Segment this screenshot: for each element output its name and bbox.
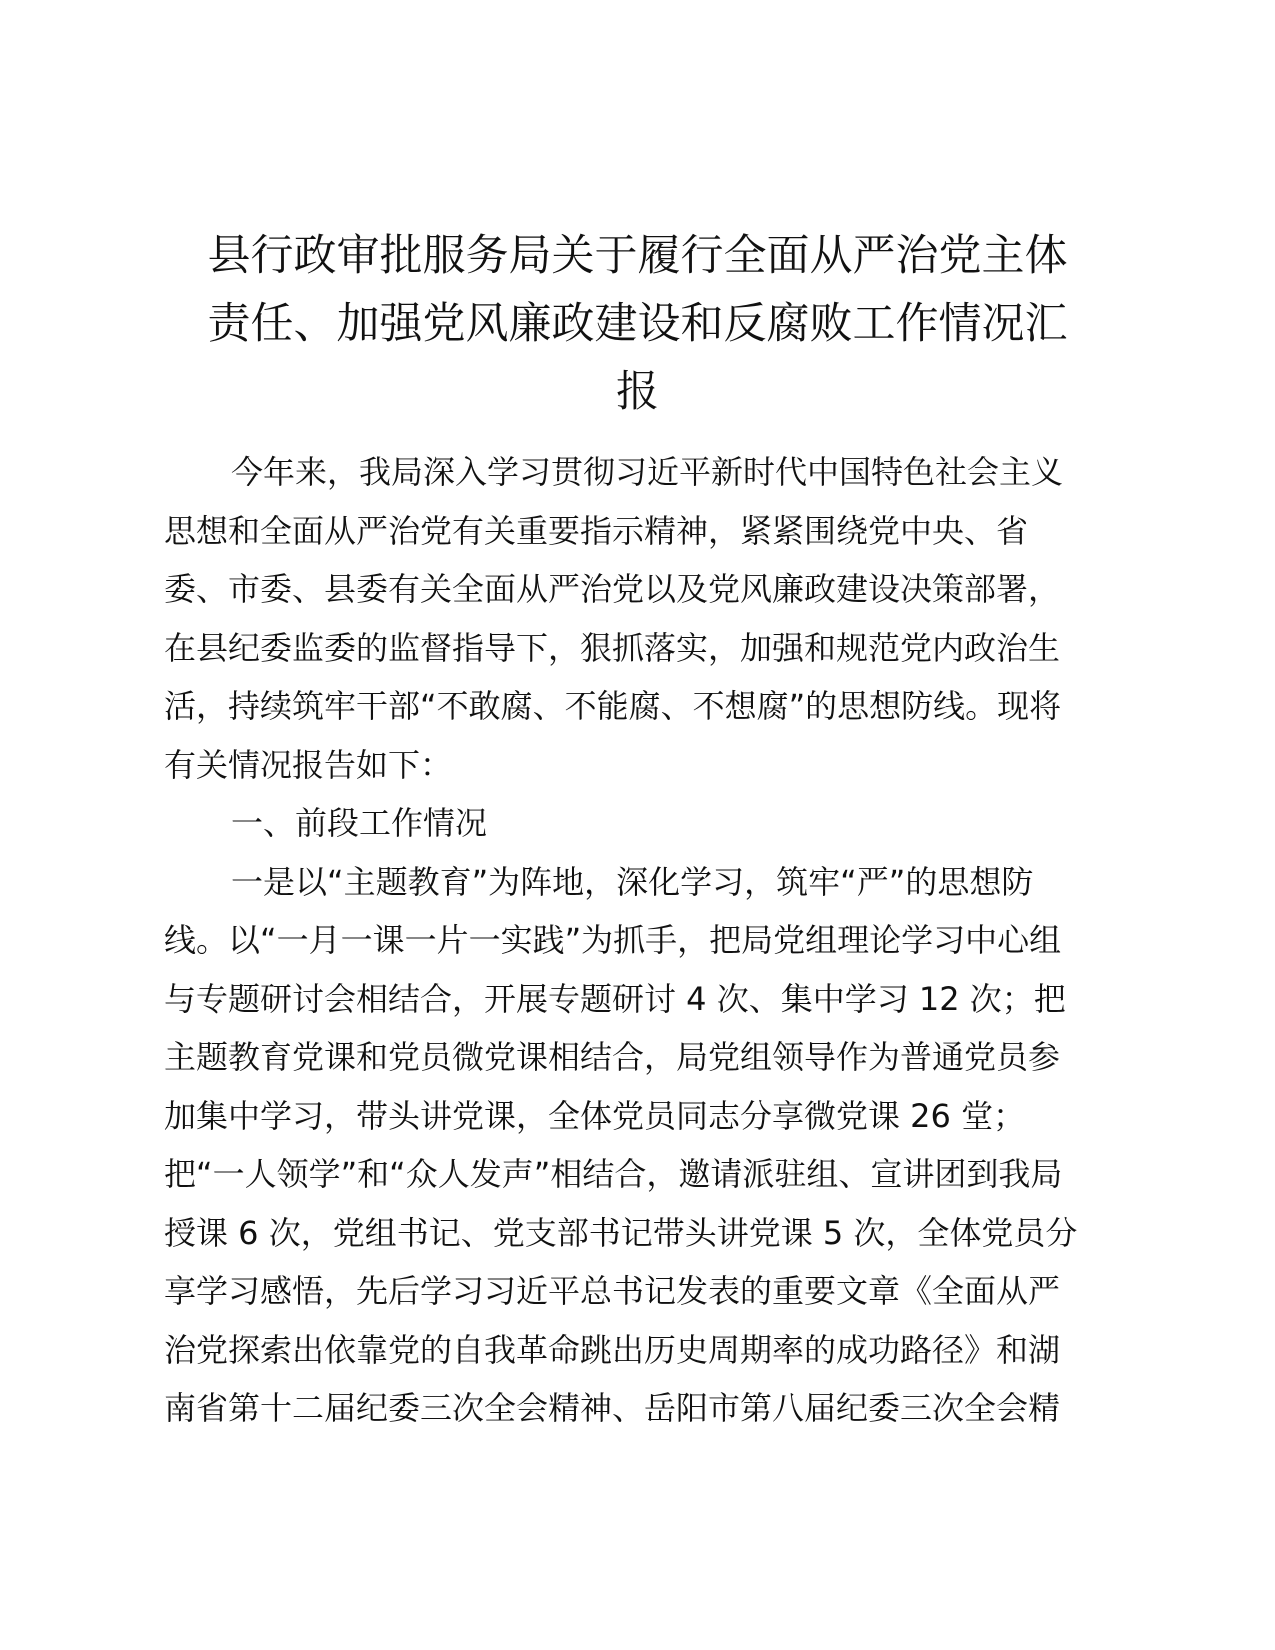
intro-paragraph-line: 思想和全面从严治党有关重要指示精神，紧紧围绕党中央、省 [164,511,1029,550]
section-paragraph-line: 主题教育党课和党员微党课相结合，局党组领导作为普通党员参 [164,1038,1061,1076]
section-paragraph-line: 南省第十二届纪委三次全会精神、岳阳市第八届纪委三次全会精 [164,1389,1061,1427]
intro-paragraph-line: 有关情况报告如下： [164,745,453,784]
title-line-3: 报 [616,367,659,417]
section-paragraph-line: 授课 6 次，党组书记、党支部书记带头讲党课 5 次，全体党员分 [164,1213,1078,1252]
section-paragraph-line: 加集中学习，带头讲党课，全体党员同志分享微党课 26 堂； [164,1096,1026,1135]
title-line-1: 县行政审批服务局关于履行全面从严治党主体 [207,231,1068,281]
section-paragraph-line: 线。以“一月一课一片一实践”为抓手，把局党组理论学习中心组 [164,921,1062,959]
title-line-2: 责任、加强党风廉政建设和反腐败工作情况汇 [207,299,1068,349]
intro-paragraph-line: 今年来，我局深入学习贯彻习近平新时代中国特色社会主义 [231,453,1064,491]
intro-paragraph-line: 活，持续筑牢干部“不敢腐、不能腐、不想腐”的思想防线。现将 [164,687,1062,725]
section-paragraph-line: 治党探索出依靠党的自我革命跳出历史周期率的成功路径》和湖 [164,1330,1061,1369]
document-body [164,443,1109,1438]
section-paragraph-line: 享学习感悟，先后学习习近平总书记发表的重要文章《全面从严 [164,1272,1061,1310]
section-paragraph-line: 一是以“主题教育”为阵地，深化学习，筑牢“严”的思想防 [231,862,1034,901]
section-paragraph-line: 把“一人领学”和“众人发声”相结合，邀请派驻组、宣讲团到我局 [164,1155,1063,1193]
document-title [160,222,1115,426]
section-heading: 一、前段工作情况 [231,804,488,842]
intro-paragraph-line: 委、市委、县委有关全面从严治党以及党风廉政建设决策部署， [164,570,1061,608]
section-paragraph-line: 与专题研讨会相结合，开展专题研讨 4 次、集中学习 12 次；把 [164,979,1066,1018]
intro-paragraph-line: 在县纪委监委的监督指导下，狠抓落实，加强和规范党内政治生 [164,628,1061,667]
